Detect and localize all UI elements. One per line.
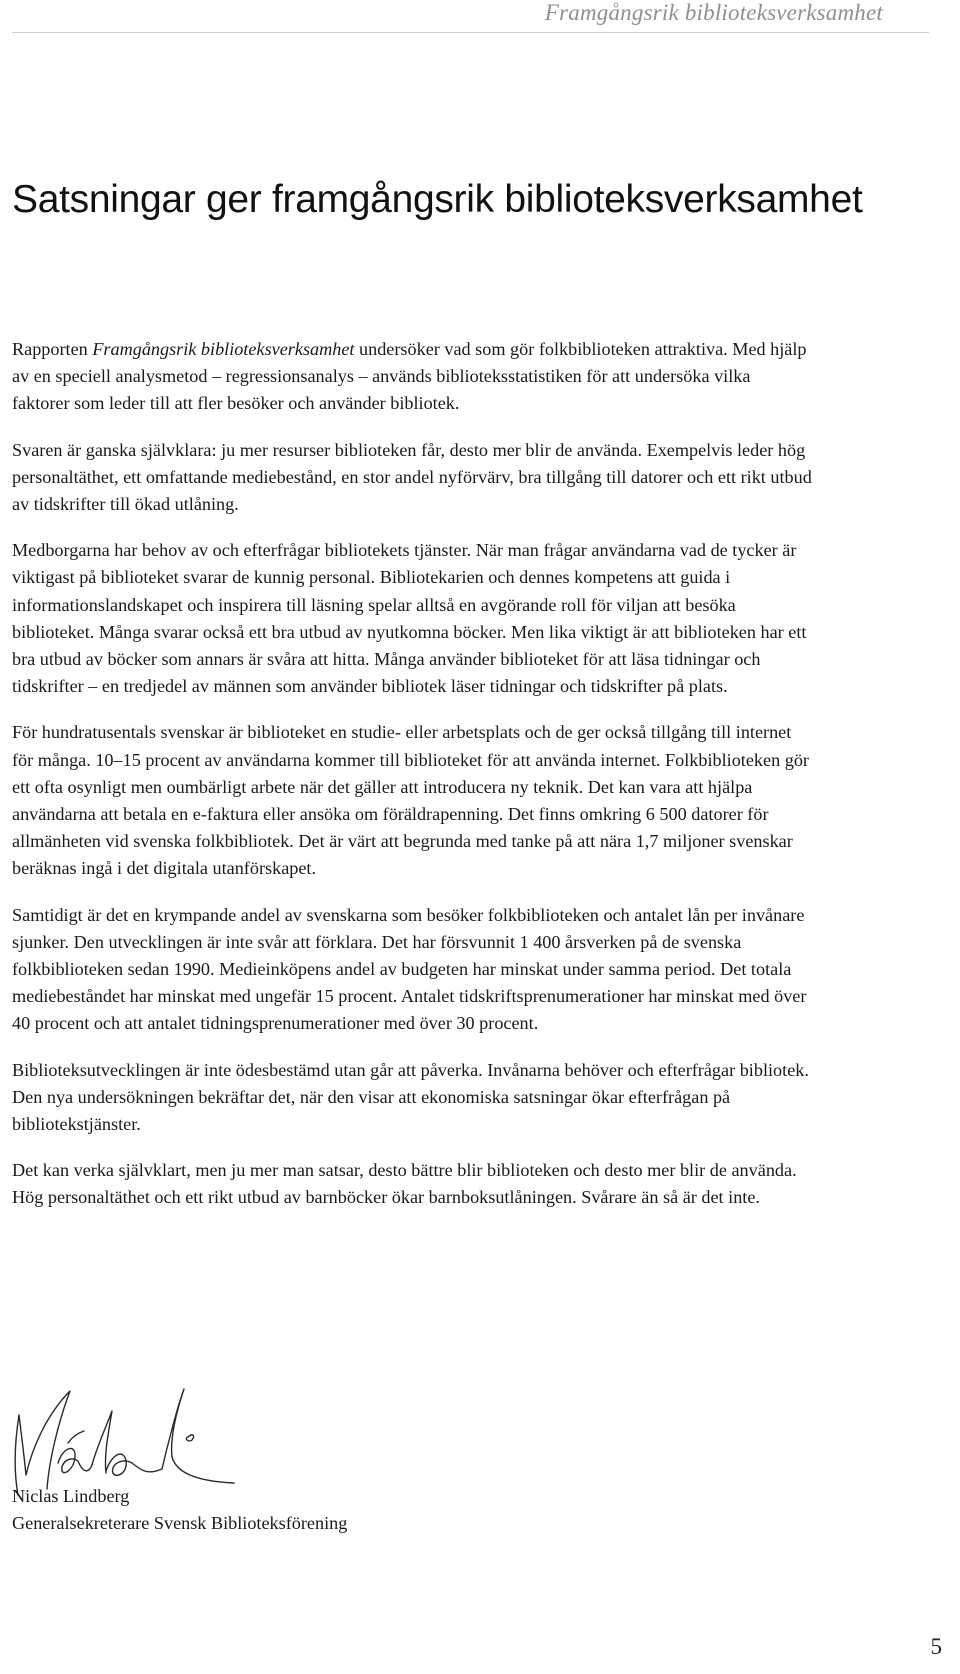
paragraph-citizens: Medborgarna har behov av och efterfrågar bibliotekets tjänster. När man frågar användarna vad de tycker är viktigast på biblioteket svarar de kunnig personal. Bibliotekarien och dennes kompetens att guida i informationslandskapet och inspirera till läsning spelar alltså en avgörande roll för viljan att besöka biblioteket. Många svarar också ett bra utbud av nyutkomna böcker. Men lika viktigt är att biblioteken har ett bra utbud av böcker som annars är svåra att hitta. Många använder biblioteket för att läsa tidningar och tidskrifter – en tredjedel av männen som använder bibliotek läser tidningar och tidskrifter på plats.: [12, 540, 807, 697]
paragraph-development: Biblioteksutvecklingen är inte ödesbestämd utan går att påverka. Invånarna behöver och efterfrågar bibliotek. Den nya undersökningen bekräftar det, när den visar att ekonomiska satsningar ökar efterfrågan på bibliotekstjänster.: [12, 1059, 809, 1135]
paragraph-internet: För hundratusentals svenskar är biblioteket en studie- eller arbetsplats och de ger också tillgång till internet för många. 10–15 procent av användarna kommer till biblioteket för att använda internet. Folkbiblioteken gör ett ofta osynligt men oumbärligt arbete när det gäller att introducera ny teknik. Det kan vara att hjälpa användarna att betala en e-faktura eller ansöka om föräldrapenning. Det finns omkring 6 500 datorer för allmänheten vid svenska folkbibliotek. Det är värt att begrunda med tanke på att nära 1,7 miljoner svenskar beräknas ingå i det digitala utanförskapet.: [12, 722, 809, 879]
running-header-title: Framgångsrik biblioteksverksamhet: [544, 0, 883, 25]
paragraph-conclusion: Det kan verka självklart, men ju mer man satsar, desto bättre blir biblioteken och desto mer blir de använda. Hög personaltäthet och ett rikt utbud av barnböcker ökar barnboksutlåningen. Svårare än så är det inte.: [12, 1160, 797, 1208]
article-title: Satsningar ger framgångsrik biblioteksverksamhet: [12, 178, 863, 221]
intro-rest-text: undersöker vad som gör folkbiblioteken attraktiva. Med hjälp av en speciell analysmetod – regressionsanalys – används biblioteksstatistiken för att undersöka vilka faktorer som leder till att fler besöker och använder bibliotek.: [12, 339, 807, 414]
running-header: [12, 0, 929, 33]
paragraph-intro: [12, 336, 812, 418]
page-number: 5: [930, 1634, 942, 1659]
report-title-italic: Framgångsrik biblioteksverksamhet: [92, 339, 355, 359]
paragraph-decline: Samtidigt är det en krympande andel av svenskarna som besöker folkbiblioteken och antalet lån per invånare sjunker. Den utvecklingen är inte svår att förklara. Det har försvunnit 1 400 årsverken på de svenska folkbiblioteken sedan 1990. Medieinköpens andel av budgeten har minskat under samma period. Det totala mediebeståndet har minskat med ungefär 15 procent. Antalet tidskriftsprenumerationer har minskat med över 40 procent och att antalet tidningsprenumerationer med över 30 procent.: [12, 904, 807, 1034]
signer-name: Niclas Lindberg: [12, 1486, 130, 1506]
intro-lead-text: Rapporten: [12, 339, 93, 359]
paragraph-resources: Svaren är ganska självklara: ju mer resurser biblioteken får, desto mer blir de använda. Exempelvis leder hög personaltäthet, ett omfattande mediebestånd, en stor andel nyförvärv, bra tillgång till datorer och ett rikt utbud av tidskrifter till ökad utlåning.: [12, 439, 812, 515]
signer-role: Generalsekreterare Svensk Biblioteksförening: [12, 1513, 348, 1534]
signature-block: [12, 1483, 347, 1537]
article-body: [12, 336, 812, 1231]
